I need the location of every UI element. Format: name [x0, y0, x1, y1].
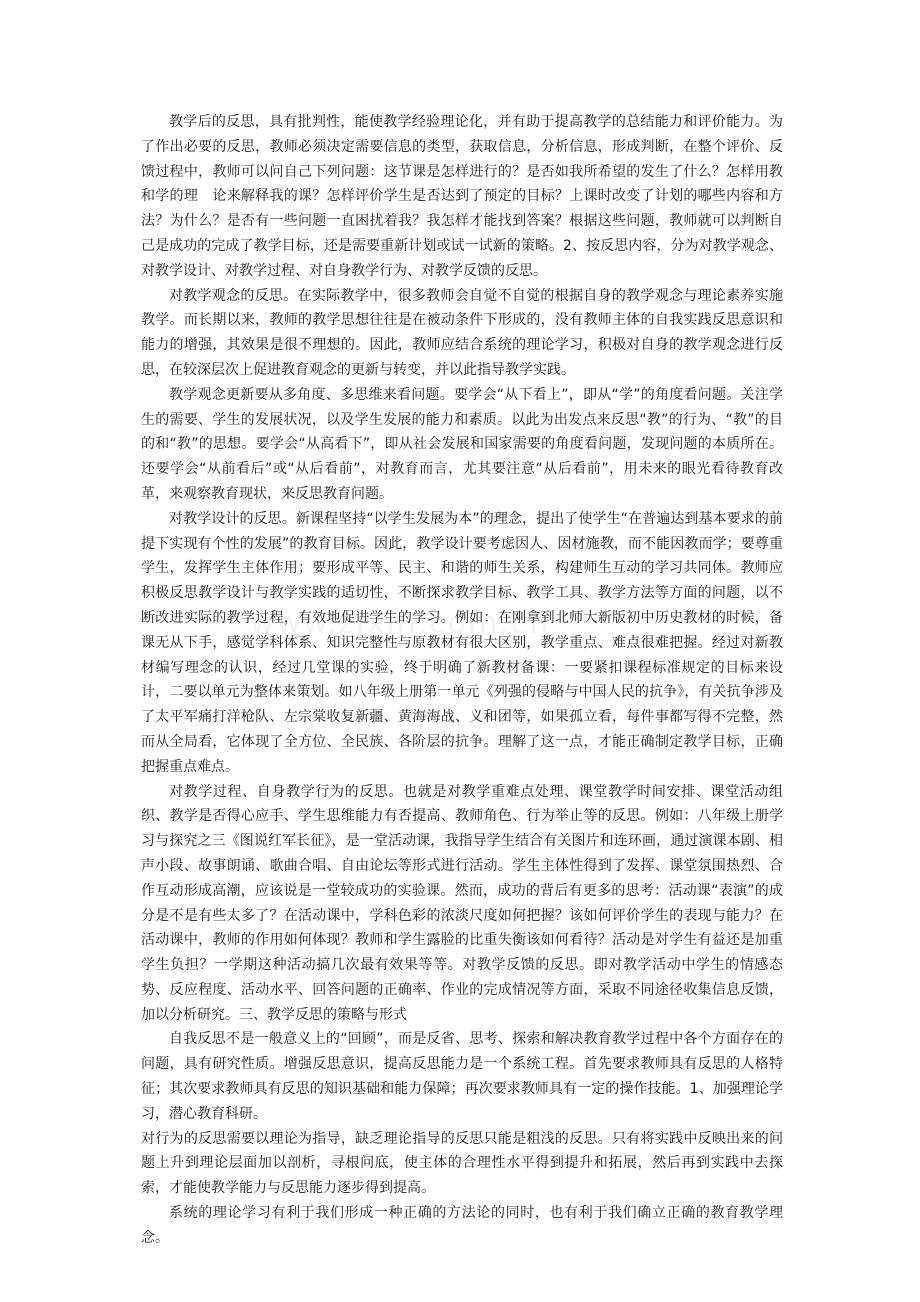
paragraph-systematic-theory: 系统的理论学习有利于我们形成一种正确的方法论的同时，也有利于我们确立正确的教育教学理念。	[141, 1205, 783, 1246]
document-body	[141, 110, 783, 1251]
paragraph-teaching-design-reflection: 对教学设计的反思。新课程坚持“以学生发展为本”的理念，提出了使学生“在普遍达到基本要求的前提下实现有个性的发展”的教育目标。因此，教学设计要考虑因人、因材施教，而不能因教而学；要尊重学生，发挥学生主体作用；要形成平等、民主、和谐的师生关系，构建师生互动的学习共同体。教师应积极反思教学设计与教学实践的适切性，不断探求教学目标、教学工具、教学方法等方面的问题，以不断改进实际的教学过程，有效地促进学生的学习。例如：在刚拿到北师大新版初中历史教材的时候，备课无从下手，感觉学科体系、知识完整性与原教材有很大区别，教学重点、难点很难把握。经过对新教材编写理念的认识，经过几堂课的实验，终于明确了新教材备课：一要紧扣课程标准规定的目标来设计，二要以单元为整体来策划。如八年级上册第一单元《列强的侵略与中国人民的抗争》，有关抗争涉及了太平军痛打洋枪队、左宗棠收复新疆、黄海海战、义和团等，如果孤立看，每件事都写得不完整，然而从全局看，它体现了全方位、全民族、各阶层的抗争。理解了这一点，才能正确制定教学目标，正确把握重点难点。	[141, 510, 783, 775]
paragraph-self-reflection: 自我反思不是一般意义上的“回顾”，而是反省、思考、探索和解决教育教学过程中各个方面存在的问题，具有研究性质。增强反思意识，提高反思能力是一个系统工程。首先要求教师具有反思的人格特征；其次要求教师具有反思的知识基础和能力保障；再次要求教师具有一定的操作技能。1、加强理论学习，潜心教育科研。	[141, 1031, 783, 1122]
paragraph-theory-guidance: 对行为的反思需要以理论为指导，缺乏理论指导的反思只能是粗浅的反思。只有将实践中反映出来的问题上升到理论层面加以剖析，寻根问底，使主体的合理性水平得到提升和拓展，然后再到实践中去探索，才能使教学能力与反思能力逐步得到提高。	[141, 1130, 783, 1197]
paragraph-teaching-concept-reflection: 对教学观念的反思。在实际教学中，很多教师会自觉不自觉的根据自身的教学观念与理论素养实施教学。而长期以来，教师的教学思想往往是在被动条件下形成的，没有教师主体的自我实践反思意识和能力的增强，其效果是很不理想的。因此，教师应结合系统的理论学习，积极对自身的教学观念进行反思，在较深层次上促进教育观念的更新与转变，并以此指导教学实践。	[141, 287, 783, 378]
paragraph-concept-update: 教学观念更新要从多角度、多思维来看问题。要学会“从下看上”，即从“学”的角度看问题。关注学生的需要、学生的发展状况，以及学生发展的能力和素质。以此为出发点来反思“教”的行为、“教”的目的和“教”的思想。要学会“从高看下”，即从社会发展和国家需要的角度看问题，发现问题的本质所在。还要学会“从前看后”或“从后看前”，对教育而言，尤其要注意“从后看前”，用未来的眼光看待教育改革，来观察教育现状，来反思教育问题。	[141, 386, 783, 502]
paragraph-teaching-process-reflection: 对教学过程、自身教学行为的反思。也就是对教学重难点处理、课堂教学时间安排、课堂活动组织、教学是否得心应手、学生思维能力有否提高、教师角色、行为举止等的反思。例如：八年级上册学习与探究之三《图说红军长征》，是一堂活动课，我指导学生结合有关图片和连环画，通过演课本剧、相声小段、故事朗诵、歌曲合唱、自由论坛等形式进行活动。学生主体性得到了发挥、课堂氛围热烈、合作互动形成高潮，应该说是一堂较成功的实验课。然而，成功的背后有更多的思考：活动课“表演”的成分是不是有些太多了？在活动课中，学科色彩的浓淡尺度如何把握？该如何评价学生的表现与能力？在活动课中，教师的作用如何体现？教师和学生露脸的比重失衡该如何看待？活动是对学生有益还是加重学生负担？一学期这种活动搞几次最有效果等等。对教学反馈的反思。即对教学活动中学生的情感态势、反应程度、活动水平、回答问题的正确率、作业的完成情况等方面，采取不同途径收集信息反馈，加以分析研究。三、教学反思的策略与形式	[141, 783, 783, 1023]
paragraph-reflection-after-teaching: 教学后的反思，具有批判性，能使教学经验理论化，并有助于提高教学的总结能力和评价能力。为了作出必要的反思，教师必须决定需要信息的类型，获取信息，分析信息，形成判断，在整个评价、反馈过程中，教师可以问自己下列问题：这节课是怎样进行的？是否如我所希望的发生了什么？怎样用教和学的理 论来解释我的课？怎样评价学生是否达到了预定的目标？上课时改变了计划的哪些内容和方法？为什么？是否有一些问题一直困扰着我？我怎样才能找到答案？根据这些问题，教师就可以判断自己是成功的完成了教学目标，还是需要重新计划或试一试新的策略。2、按反思内容，分为对教学观念、对教学设计、对教学过程、对自身教学行为、对教学反馈的反思。	[141, 114, 783, 279]
